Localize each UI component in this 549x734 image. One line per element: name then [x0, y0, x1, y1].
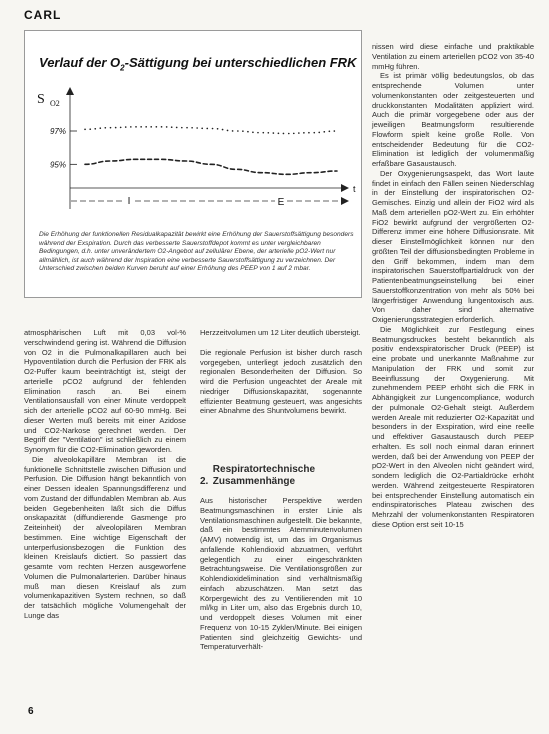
time-axis-label: t — [353, 184, 356, 194]
paragraph: nissen wird diese einfache und praktikable Ventilation zu einem arteriellen pCO2 von 35-40 mmHg führen. — [372, 42, 534, 71]
y-axis-arrow — [66, 87, 74, 95]
paragraph: Es ist primär völlig bedeutungslos, ob das entsprechende Volumen unter volumenkonstanten oder zeitgesteuerten und druckkonstanten Modalitäten appliziert wird. Auch die primär vorgegebene oder aus der jeweiligen Beatmungsform resultierende Flowform spielt keine große Rolle. Von entscheidender Bedeutung für die CO2-Elimination ist lediglich der volumenmäßig erfaßbare Gasaustausch. — [372, 71, 534, 168]
paragraph: Die alveolokapilläre Membran ist die funktionelle Schnittstelle zwischen Diffusion und Perfusion. Die Diffusion hängt bekanntlich von einer Dessen idealen Spannungsdifferenz und vom Zustand der diffundablen Membran ab. Aus beiden Gegebenheiten läßt sich die Diffus onskapazität (diffundierende Gasmenge pro Zeiteinheit) der alveolopilären Membran bestimmen. Eine wichtige Eigenschaft der unterperfusionsbezogen die Funktion des kleinen Kreislaufs dictiert. So passiert das gesamte vom rechten Herzen ausgeworfene Volumen die Pulmonalarterien. Darüber hinaus muß man diesen Kreislauf als zum volumenkapazitiven System rechnen, so daß der tatsächlich mögliche Volumengehalt der Lunge das — [24, 454, 186, 620]
text-column-right — [372, 42, 534, 530]
y-axis-label-sub: O2 — [50, 99, 60, 108]
section-title: Respiratortechnische Zusammenhänge — [212, 464, 316, 487]
y-tick-label: 95% — [49, 160, 66, 170]
section-heading — [200, 464, 362, 488]
brand-logo: CARL — [24, 8, 62, 22]
paragraph: atmosphärischen Luft mit 0,03 vol-% verschwindend gering ist. Während die Diffusion von O2 in die Pulmonalkapillaren auch bei Hypoventilation durch die Perfusion der FRK als O2-Puffer kaum beeinträchtigt ist, steigt der arterielle pCO2 aufgrund der fehlenden Elimination rasch an. Bei einem Ventilationsausfall von einer Minute verdoppelt sich der arterielle pCO2 auf 60-90 mmHg. Bei dieser Werten muß bereits mit einer Azidose und CO2-Narkose gerechnet werden. Der Begriff der "Ventilation" ist schließlich zu einem Synonym für die CO2-Elimination geworden. — [24, 328, 186, 454]
phase-label-inspiration: I — [127, 196, 131, 207]
phase-arrow — [341, 197, 349, 205]
figure-box — [24, 30, 362, 298]
page-number: 6 — [28, 706, 34, 717]
paragraph: Der Oxygenierungsaspekt, das Wort laute findet in einfach den Fällen seinen Niederschlag in der Einstellung der inspiratorischen O2-Gemisches. Einzig und allein der FiO2 wird als Maß dem arteriellen pO2-Wert zu. Ein erhöhter FiO2 bewirkt aufgrund der vergrößerten O2-Differenz immer eine höhere Diffusionsrate. Mit dieser Einstellmöglichkeit können nur den größten Teil der diffusionsbedingten Probleme in den Griff bekommen, indem man dem inspiratorischen Sauerstoffpartialdruck von der Patientenbeatmungseinstellung bei einer Sauerstoffkonzentration von mehr als 50% bei längerfristiger Anwendung lungentoxisch aus. Von daher sind alternative Oxigenierungsstrategien erforderlich. — [372, 168, 534, 324]
y-tick-label: 97% — [49, 127, 66, 136]
y-axis-label: S — [37, 92, 45, 107]
saturation-curve-lower — [85, 159, 337, 174]
phase-label-expiration: E — [277, 197, 285, 208]
paragraph: Die regionale Perfusion ist bisher durch rasch vorgegeben, unterliegt jedoch zusätzlich den regionalen Besonderheiten der Diffusion. So wird die Perfusion ungeachtet der Areale mit niedriger Diffusionskapazität, sogenannte effizienter Beatmung gesteuert, was angesichts einer Abnahme des Shuntvolumens bewirkt. — [200, 347, 362, 416]
paragraph: Aus historischer Perspektive werden Beatmungsmaschinen in erster Linie als Ventilationsmaschinen aufgestellt. Die bekannte, daß ein bestimmtes Atemminutenvolumen (AMV) notwendig ist, um das im Organismus anfallende Kohlendioxid abzuatmen, verführt gelegentlich zu einer eingeschränkten Betrachtungsweise. Die Ventilationsgrößen zur Kohlendioxidelimination sind verhältnismäßig einfach abzuschätzen. Man setzt das Körpergewicht des zu Ventilierenden mit 10 ml/kg in Liter um, also das Ergebnis durch 10, und verdoppelt dieses Volumen mit einer Frequenz von 10-15 Zyklen/Minute. Bei einigen Patienten sind gleichzeitig Gewichts- und Temperaturverhält- — [200, 496, 362, 652]
paragraph: Herzzeitvolumen um 12 Liter deutlich übersteigt. — [200, 328, 361, 337]
x-axis-arrow — [341, 184, 349, 192]
text-column-left — [24, 328, 186, 621]
text-column-middle — [200, 328, 362, 652]
saturation-chart — [25, 31, 361, 231]
paragraph: Die Möglichkeit zur Festlegung eines Beatmungsdruckes besteht bekanntlich als positiv endexspiratorischer Druck (PEEP) ist eine probate und unerkannte Maßnahme zur Manipulation der FRK und somit zur Beeinflussung der Oxygenierung. Mit zunehmendem PEEP erhöht sich die FRK in Abhängigkeit zur Lungencompliance, wodurch der pulmonale O2-Gehalt steigt. Außerdem werden Areale mit reduzierter O2-Kapazität und besonders in der Exspiration, wird eine reelle und effektiver Gasaustausch durch PEEP erhalten. Es soll noch einmal daran erinnert werden, daß bei der Anwendung von PEEP der pO2-Wert in den Alveolen nicht geändert wird, sondern lediglich die O2-Partialdrücke erhöht werden. Während zeitgesteuerte Respiratoren bei entsprechender Einstellung automatisch ein endinspiratorisches Plateau zwischen des Mehrzahl der volumenkonstanten Respiratoren diese Option erst seit 10-15 — [372, 324, 534, 529]
section-number: 2. — [200, 476, 209, 487]
saturation-curve-upper — [85, 127, 337, 134]
figure-caption: Die Erhöhung der funktionellen Residualkapazität bewirkt eine Erhöhung der Sauerstoffsättigung besonders während der Exspiration. Durch das verbesserte Sauerstoffdepot kommt es unter vergleichbaren Bedingungen, d.h. unter unverändertem O2-Angebot auf zellulärer Ebene, der arterielle pO2-Wert nur allmählich, ist auch während der Inspiration eine verbesserte Sauerstoffsättigung zu verzeichnen. Der Unterschied zwischen beiden Kurven beruht auf einer Erhöhung des PEEP von 1 auf 2 mbar. — [39, 231, 354, 273]
figure-title: Verlauf der $O_2$-Sättigung bei unterschiedlichen FRK — [39, 55, 357, 73]
